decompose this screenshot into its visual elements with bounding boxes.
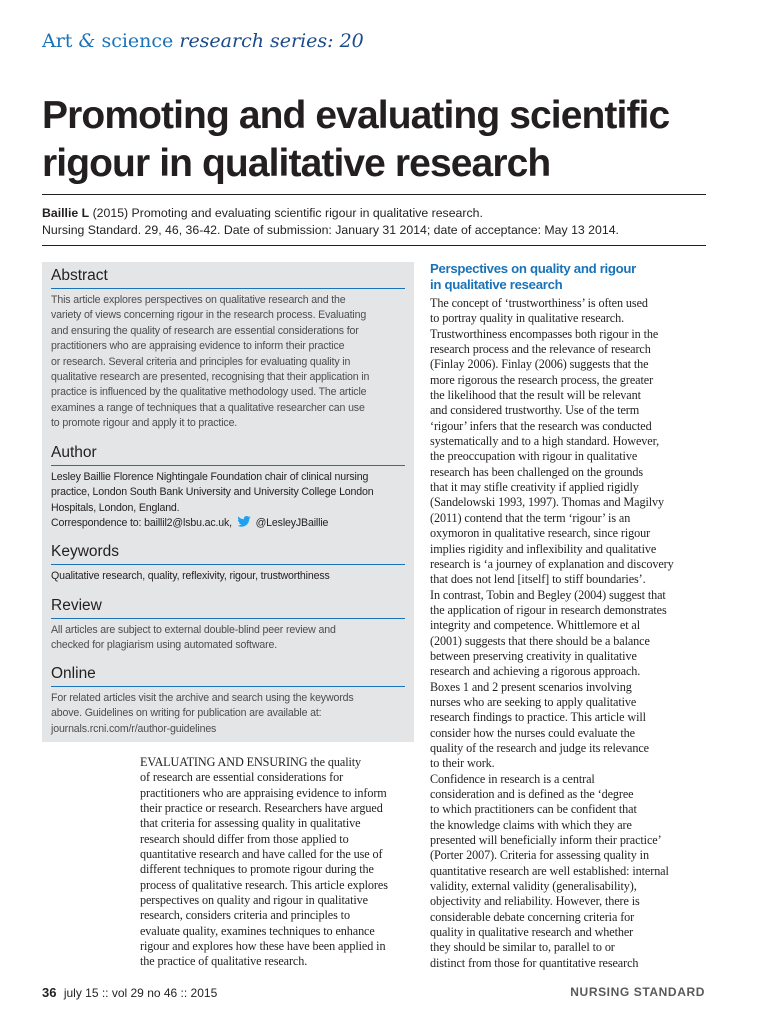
abstract-text (51, 293, 407, 432)
review-text (51, 623, 407, 654)
series-brand-science: science (101, 30, 174, 52)
title-rule (42, 194, 706, 195)
footer-issue (42, 985, 217, 1000)
intro-line: that criteria for assessing quality in qualitative (140, 816, 361, 831)
abstract-line: variety of views concerning rigour in the research process. Evaluating (51, 309, 367, 322)
section-line: distinct from those for quantitative research (430, 955, 639, 970)
section-line: Boxes 1 and 2 present scenarios involving (430, 679, 632, 694)
intro-line: quantitative research and have called for the use of (140, 847, 383, 862)
intro-line: different techniques to promote rigour during the (140, 862, 374, 877)
abstract-line: qualitative research are presented, recognising that their application in (51, 371, 370, 384)
article-title (42, 92, 732, 188)
section-line: (Porter 2007). Criteria for assessing quality in (430, 848, 649, 863)
section-line: consider how the nurses could evaluate the (430, 725, 635, 740)
section-line: the application of rigour in research demonstrates (430, 602, 667, 617)
review-rule (51, 618, 405, 619)
intro-line: their practice or research. Researchers have argued (140, 801, 383, 816)
section-line: they should be similar to, parallel to or (430, 940, 615, 955)
keywords-text (51, 569, 407, 584)
section-heading-line: Perspectives on quality and rigour (430, 261, 636, 276)
review-line: checked for plagiarism using automated software. (51, 639, 277, 652)
author-text (51, 470, 407, 532)
abstract-line: and ensuring the quality of research are essential considerations for (51, 324, 359, 337)
abstract-line: or research. Several criteria and principles for evaluating quality in (51, 355, 351, 368)
twitter-handle[interactable]: @LesleyJBaillie (255, 517, 329, 530)
intro-dropcap: EVALUATING AND ENSURING (140, 755, 308, 769)
author-guidelines-link[interactable]: journals.rcni.com/r/author-guidelines (51, 722, 217, 735)
correspondence-email[interactable]: Correspondence to: baillil2@lsbu.ac.uk, (51, 517, 232, 530)
section-line: to portray quality in qualitative research. (430, 311, 625, 326)
section-line: that does not lend [itself] to stiff boundaries’. (430, 572, 646, 587)
section-line: nurses who are seeking to apply qualitative (430, 694, 637, 709)
journal-name: NURSING STANDARD (570, 985, 705, 999)
citation-details: Nursing Standard. 29, 46, 36-42. Date of submission: January 31 2014; date of acceptance: May 13 2014. (42, 223, 619, 237)
intro-line: of research are essential considerations for (140, 770, 344, 785)
author-line: Hospitals, London, England. (51, 501, 180, 514)
correspondence-line (51, 516, 407, 531)
section-line: to their work. (430, 756, 495, 771)
citation-text: (2015) Promoting and evaluating scientific rigour in qualitative research. (92, 206, 483, 220)
abstract-line: practice is influenced by the qualitative methodology used. The article (51, 386, 367, 399)
intro-paragraph (140, 755, 412, 970)
section-line: Trustworthiness encompasses both rigour in the (430, 326, 659, 341)
author-rule (51, 465, 405, 466)
section-line: integrity and competence. Whittlemore et al (430, 618, 641, 633)
online-heading: Online (51, 665, 96, 682)
section-line: (2001) suggests that there should be a balance (430, 633, 650, 648)
section-line: ‘rigour’ infers that the research was conducted (430, 418, 652, 433)
section-line: research process and the relevance of research (430, 342, 651, 357)
abstract-line: This article explores perspectives on qualitative research and the (51, 294, 346, 306)
section-line: more rigorous the research process, the greater (430, 372, 654, 387)
intro-line: research, considers criteria and principles to (140, 908, 350, 923)
section-line: and considered trustworthy. Use of the term (430, 403, 640, 418)
section-line: between preserving creativity in qualitative (430, 648, 637, 663)
section-body (430, 296, 708, 971)
section-line: presented will beneficially inform their practice’ (430, 833, 662, 848)
citation (42, 205, 732, 239)
online-text (51, 691, 407, 737)
section-line: research has been challenged on the grounds (430, 464, 643, 479)
keywords-line: Qualitative research, quality, reflexivity, rigour, trustworthiness (51, 570, 330, 582)
author-line: Lesley Baillie Florence Nightingale Foundation chair of clinical nursing (51, 471, 369, 483)
review-heading: Review (51, 597, 102, 614)
section-line: oxymoron in qualitative research, since rigour (430, 526, 651, 541)
section-heading (430, 261, 636, 292)
title-line: Promoting and evaluating scientific (42, 94, 670, 137)
section-line: validity, external validity (generalisability), (430, 879, 637, 894)
intro-line: rigour and explores how these have been applied in (140, 939, 386, 954)
section-line: the likelihood that the result will be relevant (430, 388, 641, 403)
abstract-line: practitioners who are appraising evidence to inform their practice (51, 340, 345, 353)
section-line: systematically and to a high standard. However, (430, 434, 660, 449)
author-heading: Author (51, 444, 97, 461)
intro-first-line (140, 755, 412, 770)
twitter-bird-icon (237, 516, 251, 527)
section-line: that it may stifle creativity if applied rigidly (430, 480, 639, 495)
section-line: consideration and is defined as the ‘degree (430, 787, 634, 801)
keywords-heading: Keywords (51, 543, 120, 560)
citation-rule (42, 245, 706, 246)
review-line: All articles are subject to external double-blind peer review and (51, 624, 336, 636)
series-label: research series: 20 (179, 30, 364, 52)
section-line: In contrast, Tobin and Begley (2004) suggest that (430, 587, 666, 602)
abstract-heading: Abstract (51, 267, 108, 284)
online-line: above. Guidelines on writing for publication are available at: (51, 707, 322, 720)
section-heading-line: in qualitative research (430, 276, 563, 292)
intro-line: process of qualitative research. This article explores (140, 877, 388, 892)
title-line: rigour in qualitative research (42, 142, 551, 185)
page-number: 36 (42, 985, 57, 1000)
section-line: The concept of ‘trustworthiness’ is often used (430, 296, 648, 310)
keywords-rule (51, 564, 405, 565)
intro-line: the practice of qualitative research. (140, 954, 308, 969)
abstract-rule (51, 288, 405, 289)
issue-info: july 15 :: vol 29 no 46 :: 2015 (63, 986, 218, 1000)
section-line: implies rigidity and inflexibility and qualitative (430, 541, 657, 556)
section-line: research findings to practice. This article will (430, 710, 646, 725)
section-line: quality of the research and judge its relevance (430, 740, 649, 755)
section-line: to which practitioners can be confident that (430, 802, 637, 817)
intro-line: practitioners who are appraising evidence to inform (140, 785, 387, 800)
online-line: For related articles visit the archive and search using the keywords (51, 692, 354, 704)
series-brand-art: Art (42, 30, 73, 52)
intro-line: perspectives on quality and rigour in qualitative (140, 893, 368, 908)
section-line: research and achieving a rigorous approach. (430, 664, 641, 679)
section-line: (Sandelowski 1993, 1997). Thomas and Magilvy (430, 495, 665, 510)
series-header (42, 30, 364, 52)
abstract-line: examines a range of techniques that a qualitative researcher can use (51, 401, 365, 414)
abstract-line: to promote rigour and apply it to practice. (51, 417, 238, 430)
section-line: the knowledge claims with which they are (430, 817, 632, 832)
citation-author: Baillie L (42, 206, 90, 220)
online-rule (51, 686, 405, 687)
section-line: (Finlay 2006). Finlay (2006) suggests that the (430, 357, 649, 372)
section-line: the preoccupation with rigour in qualitative (430, 449, 638, 464)
section-line: quantitative research are well established: internal (430, 863, 669, 878)
section-line: research is ‘a journey of explanation and discovery (430, 556, 674, 571)
section-line: Confidence in research is a central (430, 771, 595, 786)
intro-line: evaluate quality, examines techniques to enhance (140, 923, 375, 938)
sidebar-panel (42, 262, 414, 742)
series-brand-amp: & (78, 30, 96, 52)
section-line: considerable debate concerning criteria for (430, 909, 635, 924)
author-line: practice, London South Bank University and University College London (51, 486, 374, 499)
intro-line: research should differ from those applied to (140, 831, 349, 846)
section-line: quality in qualitative research and whether (430, 925, 634, 940)
section-line: objectivity and reliability. However, there is (430, 894, 640, 909)
section-line: (2011) contend that the term ‘rigour’ is an (430, 510, 631, 525)
intro-first-line-rest: the quality (307, 755, 362, 769)
